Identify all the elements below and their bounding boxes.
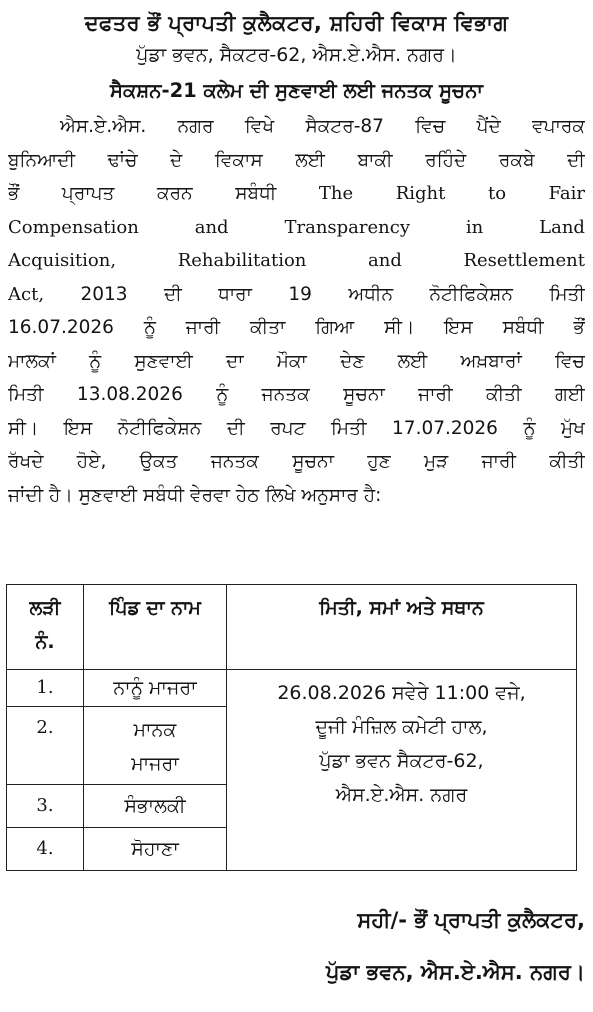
- serial-no: 1.: [7, 670, 84, 707]
- signature-title: ਸਹੀ/- ਭੌਂ ਪ੍ਰਾਪਤੀ ਕੁਲੈਕਟਰ,: [357, 908, 585, 932]
- notice-body: [8, 110, 585, 512]
- office-title: ਦਫਤਰ ਭੌਂ ਪ੍ਰਾਪਤੀ ਕੁਲੈਕਟਰ, ਸ਼ਹਿਰੀ ਵਿਕਾਸ ਵਿਭਾਗ: [84, 11, 509, 35]
- village-name-header: ਪਿੰਡ ਦਾ ਨਾਮ: [84, 585, 227, 670]
- village-name: ਨਾਨੂੰ ਮਾਜਰਾ: [84, 670, 227, 707]
- hearing-venue-building: ਪੁੱਡਾ ਭਵਨ ਸੈਕਟਰ-62,: [319, 750, 484, 772]
- office-address: ਪੁੱਡਾ ਭਵਨ, ਸੈਕਟਰ-62, ਐਸ.ਏ.ਐਸ. ਨਗਰ।: [136, 44, 457, 66]
- body-line: ਐਸ.ਏ.ਐਸ. ਨਗਰ ਵਿਖੇ ਸੈਕਟਰ-87 ਵਿਚ ਪੈਂਦੇ ਵਪਾਰਕ: [60, 116, 585, 137]
- body-line: ਜਾਂਦੀ ਹੈ। ਸੁਣਵਾਈ ਸਬੰਧੀ ਵੇਰਵਾ ਹੇਠ ਲਿਖੇ ਅਨੁਸਾਰ ਹੈ:: [8, 484, 382, 506]
- public-notice: [8, 6, 585, 512]
- hearing-venue-hall: ਦੂਜੀ ਮੰਜ਼ਿਲ ਕਮੇਟੀ ਹਾਲ,: [315, 716, 488, 738]
- notice-subject: ਸੈਕਸ਼ਨ-21 ਕਲੇਮ ਦੀ ਸੁਣਵਾਈ ਲਈ ਜਨਤਕ ਸੂਚਨਾ: [110, 79, 483, 102]
- body-line: ਭੌਂ ਪ੍ਰਾਪਤ ਕਰਨ ਸਬੰਧੀ The Right to Fair: [8, 183, 585, 204]
- table-row: [7, 670, 577, 707]
- table-header-row: [7, 585, 577, 670]
- village-name: ਸੰਭਾਲਕੀ: [84, 785, 227, 828]
- body-line: ਮਾਲਕਾਂ ਨੂੰ ਸੁਣਵਾਈ ਦਾ ਮੌਕਾ ਦੇਣ ਲਈ ਅਖ਼ਬਾਰਾਂ ਵਿਚ: [8, 350, 585, 372]
- body-line: 16.07.2026 ਨੂੰ ਜਾਰੀ ਕੀਤਾ ਗਿਆ ਸੀ। ਇਸ ਸਬੰਧੀ ਭੌਂ: [8, 317, 585, 338]
- body-line: ਬੁਨਿਆਦੀ ਢਾਂਚੇ ਦੇ ਵਿਕਾਸ ਲਈ ਬਾਕੀ ਰਹਿੰਦੇ ਰਕਬੇ ਦੀ: [8, 149, 585, 171]
- village-name: ਸੋਹਾਣਾ: [84, 828, 227, 871]
- serial-no-header: ਲੜੀ ਨੰ.: [7, 585, 84, 670]
- body-line: Acquisition, Rehabilitation and Resettlement: [8, 250, 585, 271]
- body-line: Act, 2013 ਦੀ ਧਾਰਾ 19 ਅਧੀਨ ਨੋਟੀਫਿਕੇਸ਼ਨ ਮਿਤੀ: [8, 283, 585, 305]
- village-name: ਮਾਨਕ ਮਾਜਰਾ: [84, 707, 227, 785]
- body-line: Compensation and Transparency in Land: [8, 216, 585, 238]
- body-line: ਸੀ। ਇਸ ਨੋਟੀਫਿਕੇਸ਼ਨ ਦੀ ਰਪਟ ਮਿਤੀ 17.07.2026 ਨੂੰ ਮੁੱਖ: [8, 417, 585, 439]
- serial-no: 4.: [7, 828, 84, 871]
- hearing-date-time: 26.08.2026 ਸਵੇਰੇ 11:00 ਵਜੇ,: [277, 682, 526, 704]
- serial-no: 3.: [7, 785, 84, 828]
- hearing-venue-city: ਐਸ.ਏ.ਐਸ. ਨਗਰ: [335, 784, 468, 806]
- hearing-details: [227, 670, 577, 871]
- hearing-schedule-table: [6, 584, 577, 871]
- signature-office: ਪੁੱਡਾ ਭਵਨ, ਐਸ.ਏ.ਐਸ. ਨਗਰ।: [325, 960, 585, 984]
- date-time-place-header: ਮਿਤੀ, ਸਮਾਂ ਅਤੇ ਸਥਾਨ: [227, 585, 577, 670]
- body-line: ਮਿਤੀ 13.08.2026 ਨੂੰ ਜਨਤਕ ਸੂਚਨਾ ਜਾਰੀ ਕੀਤੀ ਗਈ: [8, 384, 585, 405]
- body-line: ਰੱਖਦੇ ਹੋਏ, ਉਕਤ ਜਨਤਕ ਸੂਚਨਾ ਹੁਣ ਮੁੜ ਜਾਰੀ ਕੀਤੀ: [8, 451, 585, 472]
- serial-no: 2.: [7, 707, 84, 785]
